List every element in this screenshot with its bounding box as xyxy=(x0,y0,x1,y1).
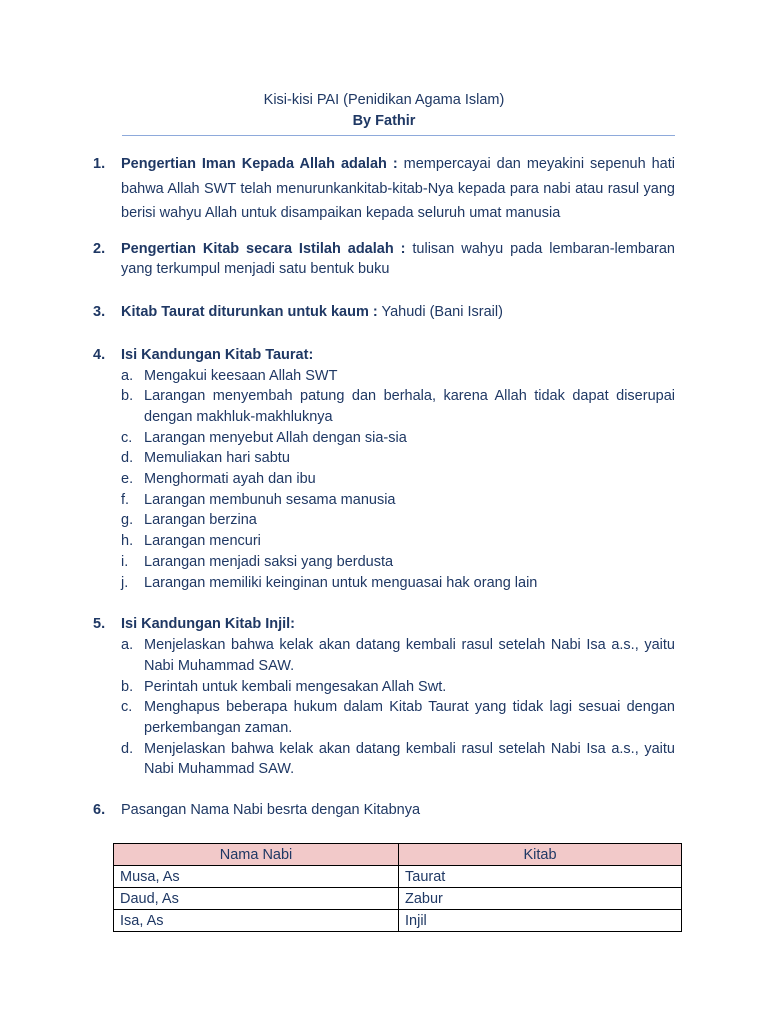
document-author: By Fathir xyxy=(352,113,416,129)
subitem-letter: d. xyxy=(121,450,134,467)
table-header-row xyxy=(114,844,682,866)
subitem-text: Menjelaskan bahwa kelak akan datang kembali rasul setelah Nabi Isa a.s., yaitu Nabi Muhammad SAW. xyxy=(144,740,675,778)
table-row xyxy=(114,888,682,910)
item-text: mempercayai dan meyakini sepenuh hati bahwa Allah SWT telah menurunkankitab-kitab-Nya kepada para nabi atau rasul yang berisi wahyu Allah untuk disampaikan kepada seluruh umat manusia xyxy=(121,156,675,221)
item-number: 4. xyxy=(93,346,106,363)
subitem-text: Larangan menyebut Allah dengan sia-sia xyxy=(144,429,407,446)
item-text: tulisan wahyu pada lembaran-lembaran yang terkumpul menjadi satu bentuk buku xyxy=(121,240,675,277)
subitem-text: Menghapus beberapa hukum dalam Kitab Taurat yang tidak lagi sesuai dengan perkembangan zaman. xyxy=(144,699,675,737)
subitem-text: Perintah untuk kembali mengesakan Allah Swt. xyxy=(144,678,447,695)
list-subitem xyxy=(121,573,675,594)
list-item-1 xyxy=(93,152,675,226)
title-divider xyxy=(122,135,675,136)
subitem-letter: d. xyxy=(121,740,134,757)
item-heading: Pasangan Nama Nabi besrta dengan Kitabnya xyxy=(121,802,421,819)
table-cell: Isa, As xyxy=(114,910,399,932)
list-subitem xyxy=(121,428,675,449)
list-subitem xyxy=(121,697,675,738)
table-cell: Musa, As xyxy=(114,866,399,888)
table-row xyxy=(114,866,682,888)
column-header-nama-nabi: Nama Nabi xyxy=(114,844,399,866)
subitem-text: Memuliakan hari sabtu xyxy=(144,450,290,467)
subitem-text: Larangan menyembah patung dan berhala, karena Allah tidak dapat diserupai dengan makhluk-makhluknya xyxy=(144,388,675,425)
document-title: Kisi-kisi PAI (Penidikan Agama Islam) xyxy=(263,92,505,108)
subitem-letter: b. xyxy=(121,388,134,405)
subitem-text: Larangan membunuh sesama manusia xyxy=(144,491,396,508)
list-subitem xyxy=(121,448,675,469)
list-subitem xyxy=(121,510,675,531)
subitem-letter: i. xyxy=(121,553,129,570)
item-heading: Isi Kandungan Kitab Taurat: xyxy=(121,346,314,363)
subitem-text: Larangan mencuri xyxy=(144,533,261,550)
subitem-letter: f. xyxy=(121,491,130,508)
item-heading: Kitab Taurat diturunkan untuk kaum : xyxy=(121,303,378,320)
subitem-letter: a. xyxy=(121,367,134,384)
list-subitem xyxy=(121,739,675,780)
list-subitem xyxy=(121,490,675,511)
subitem-letter: c. xyxy=(121,699,133,716)
list-item-6 xyxy=(93,800,675,821)
table-cell: Daud, As xyxy=(114,888,399,910)
list-item-3 xyxy=(93,302,675,323)
subitem-text: Menjelaskan bahwa kelak akan datang kembali rasul setelah Nabi Isa a.s., yaitu Nabi Muhammad SAW. xyxy=(144,637,675,674)
list-item-4 xyxy=(93,345,675,594)
taurat-content-list xyxy=(121,366,675,594)
subitem-letter: c. xyxy=(121,429,133,446)
subitem-text: Larangan menjadi saksi yang berdusta xyxy=(144,553,394,570)
table-cell: Taurat xyxy=(399,866,682,888)
list-subitem xyxy=(121,635,675,676)
subitem-letter: h. xyxy=(121,533,134,550)
list-subitem xyxy=(121,386,675,427)
injil-content-list xyxy=(121,635,675,780)
subitem-text: Larangan memiliki keinginan untuk menguasai hak orang lain xyxy=(144,574,538,591)
subitem-letter: j. xyxy=(121,574,129,591)
prophet-book-table xyxy=(113,843,682,932)
document-body xyxy=(93,152,675,821)
item-heading: Pengertian Kitab secara Istilah adalah : xyxy=(121,240,406,257)
table-row xyxy=(114,910,682,932)
item-number: 2. xyxy=(93,240,106,257)
item-number: 1. xyxy=(93,156,106,172)
subitem-text: Menghormati ayah dan ibu xyxy=(144,471,316,488)
item-heading: Isi Kandungan Kitab Injil: xyxy=(121,616,295,633)
subitem-text: Larangan berzina xyxy=(144,512,257,529)
subitem-letter: g. xyxy=(121,512,134,529)
list-subitem xyxy=(121,469,675,490)
list-subitem xyxy=(121,366,675,387)
item-number: 6. xyxy=(93,802,106,819)
subitem-text: Mengakui keesaan Allah SWT xyxy=(144,367,338,384)
column-header-kitab: Kitab xyxy=(399,844,682,866)
list-item-5 xyxy=(93,614,675,780)
table-cell: Injil xyxy=(399,910,682,932)
subitem-letter: b. xyxy=(121,678,134,695)
item-heading: Pengertian Iman Kepada Allah adalah : xyxy=(121,156,398,172)
list-subitem xyxy=(121,677,675,698)
item-number: 3. xyxy=(93,303,106,320)
list-subitem xyxy=(121,552,675,573)
list-subitem xyxy=(121,531,675,552)
subitem-letter: e. xyxy=(121,471,134,488)
subitem-letter: a. xyxy=(121,637,134,654)
item-text: Yahudi (Bani Israil) xyxy=(377,303,503,320)
list-item-2 xyxy=(93,239,675,280)
item-number: 5. xyxy=(93,616,106,633)
table-cell: Zabur xyxy=(399,888,682,910)
